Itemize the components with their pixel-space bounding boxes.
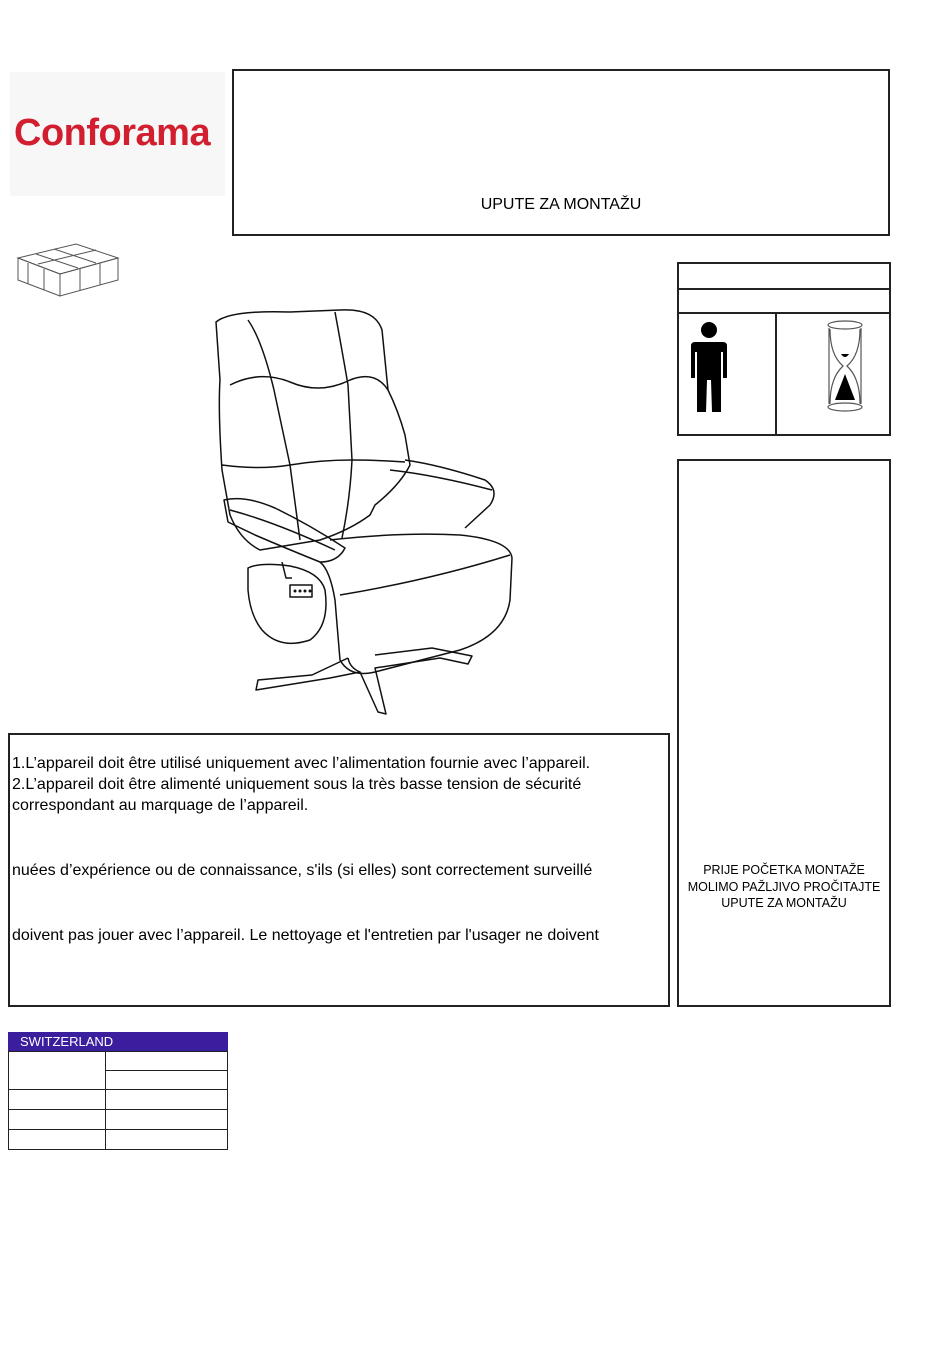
table-cell [8,1051,106,1090]
table-cell [8,1109,106,1130]
armchair-illustration [200,300,530,720]
hourglass-icon [825,320,865,412]
table-header [8,1032,228,1051]
table-header-label: SWITZERLAND [20,1034,114,1049]
divider [679,312,889,314]
page-title: UPUTE ZA MONTAŽU [480,196,642,213]
divider [775,312,777,434]
table-cell [8,1089,106,1110]
package-box-icon [14,236,124,298]
assembly-info-box [677,262,891,436]
warning-line: correspondant au marquage de l’appareil. [12,797,309,814]
warning-line: 2.L’appareil doit être alimenté uniquement sous la très basse tension de sécurité [12,776,582,793]
read-instructions-notice [679,862,889,912]
table-cell [8,1129,106,1150]
warning-line: doivent pas jouer avec l’appareil. Le nettoyage et l'entretien par l'usager ne doivent [12,927,599,944]
table-cell [105,1070,228,1090]
person-icon [687,322,731,418]
warning-line: nuées d’expérience ou de connaissance, s'ils (si elles) sont correctement surveillé [12,862,593,879]
table-cell [105,1129,228,1150]
divider [679,288,889,290]
notice-box [677,459,891,1007]
notice-line: MOLIMO PAŽLJIVO PROČITAJTE [687,879,881,894]
brand-logo: Conforama [14,112,211,154]
notice-line: UPUTE ZA MONTAŽU [721,896,847,910]
table-cell [105,1051,228,1071]
switzerland-contact-table [8,1032,228,1150]
warning-line: 1.L’appareil doit être utilisé uniquement avec l’alimentation fournie avec l’appareil. [12,755,591,772]
table-cell [105,1089,228,1110]
notice-line: PRIJE POČETKA MONTAŽE [703,863,865,877]
table-cell [105,1109,228,1130]
